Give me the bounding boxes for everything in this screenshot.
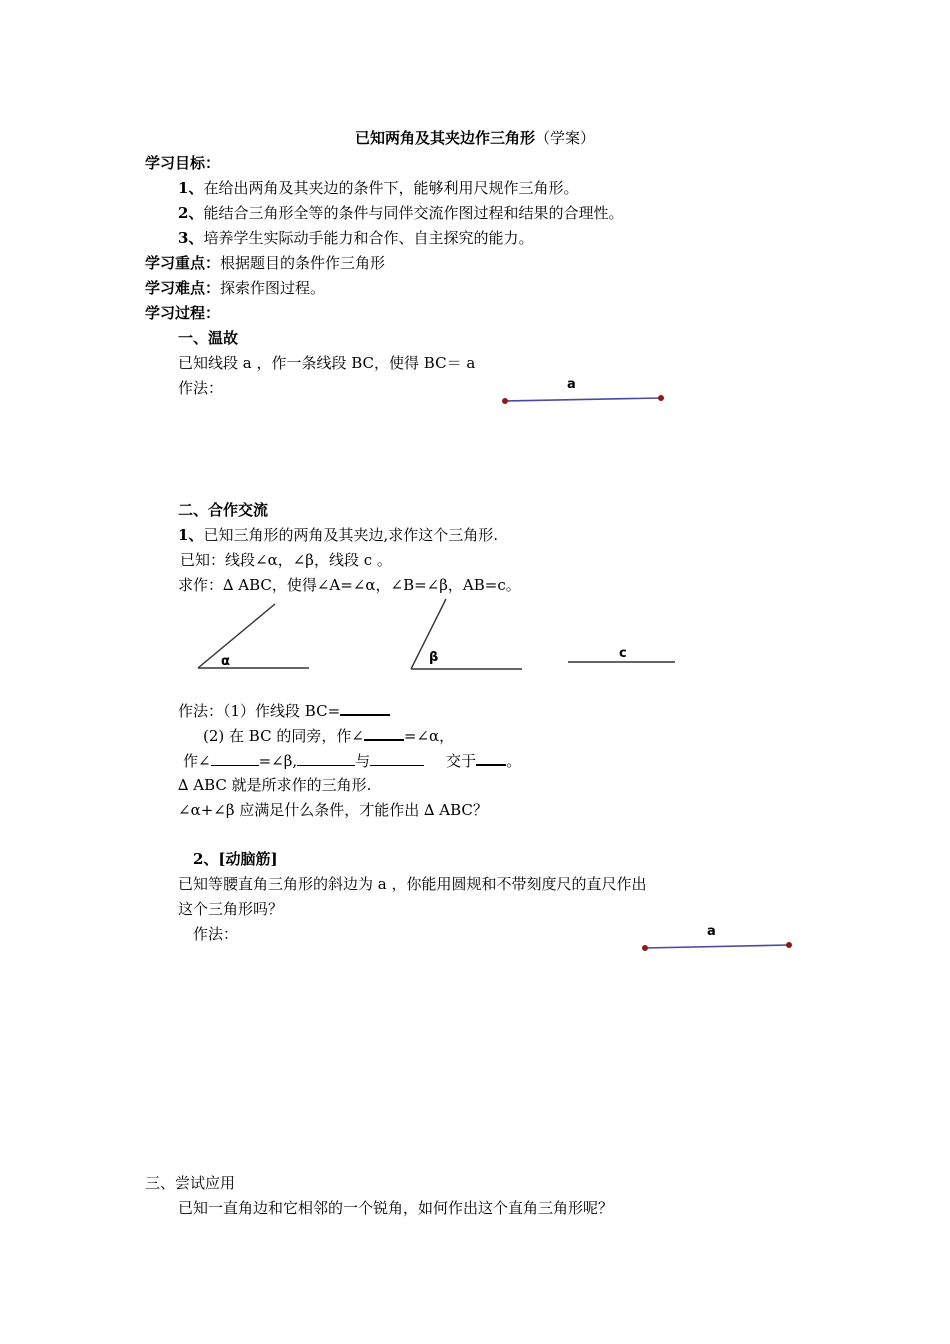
segment-a2-label: a (707, 924, 716, 939)
section1-method: 作法： (178, 379, 224, 397)
blank-ray-1[interactable] (297, 751, 355, 766)
segment-a-line (505, 398, 661, 401)
segment-a-figure (495, 372, 675, 412)
section3-heading: 三、尝试应用 (145, 1174, 236, 1192)
difficulty: 学习难点：探索作图过程。 (145, 279, 326, 297)
q2-method: 作法： (193, 925, 239, 943)
process-label: 学习过程： (145, 304, 221, 322)
alpha-label: α (221, 654, 230, 669)
angle-alpha-figure (195, 600, 315, 675)
construction-step1: 作法：（1）作线段 BC= (178, 700, 390, 721)
title-main: 已知两角及其夹边作三角形 (354, 129, 535, 147)
alpha-ray-oblique (198, 604, 275, 668)
construction-step3: 作∠ =∠β, 与 交于 。 (183, 752, 522, 770)
segment-a-endpoint (658, 395, 664, 401)
blank-angle-a[interactable] (364, 725, 404, 741)
objective-item: 3、培养学生实际动手能力和合作、自主探究的能力。 (178, 229, 534, 247)
segment-a2-endpoint (642, 945, 648, 951)
blank-bc[interactable] (340, 700, 390, 716)
beta-label: β (429, 650, 439, 665)
section2-q1: 1、已知三角形的两角及其夹边,求作这个三角形. (178, 526, 498, 544)
q2-line2: 这个三角形吗？ (178, 900, 284, 918)
blank-ray-2[interactable] (370, 751, 424, 766)
objective-item: 2、能结合三角形全等的条件与同伴交流作图过程和结果的合理性。 (178, 204, 624, 222)
section2-given: 已知：线段∠α，∠β，线段 c 。 (180, 551, 392, 569)
objective-item: 1、在给出两角及其夹边的条件下，能够利用尺规作三角形。 (178, 179, 579, 197)
construction-result: ∆ ABC 就是所求作的三角形. (178, 776, 372, 794)
section2-find: 求作：∆ ABC，使得∠A=∠α，∠B=∠β，AB=c。 (178, 576, 521, 594)
section2-heading: 二、合作交流 (178, 501, 269, 519)
q2-line1: 已知等腰直角三角形的斜边为 a ，你能用圆规和不带刻度尺的直尺作出 (178, 875, 647, 893)
segment-a-endpoint (502, 398, 508, 404)
segment-a2-endpoint (786, 942, 792, 948)
section1-heading: 一、温故 (178, 329, 239, 347)
page-title (0, 128, 950, 148)
q2-heading: 2、[动脑筋] (193, 850, 278, 868)
segment-a2-figure (637, 918, 802, 958)
construction-step2: (2) 在 BC 的同旁，作∠ =∠α， (203, 727, 455, 745)
angle-sum-question: ∠α+∠β 应满足什么条件，才能作出 ∆ ABC？ (178, 801, 488, 819)
title-suffix: （学案） (535, 129, 596, 147)
key-point: 学习重点：根据题目的条件作三角形 (145, 254, 386, 272)
segment-a2-line (645, 945, 789, 948)
segment-c-figure (565, 642, 680, 666)
section1-line1: 已知线段 a ，作一条线段 BC，使得 BC＝ a (178, 354, 476, 372)
section3-text: 已知一直角边和它相邻的一个锐角，如何作出这个直角三角形呢？ (178, 1199, 614, 1217)
segment-a-label: a (567, 377, 576, 392)
objectives-heading: 学习目标： (145, 154, 221, 172)
segment-c-label: c (619, 646, 627, 661)
angle-beta-figure (408, 596, 528, 674)
blank-intersection[interactable] (476, 750, 506, 766)
blank-angle-b[interactable] (211, 751, 259, 766)
